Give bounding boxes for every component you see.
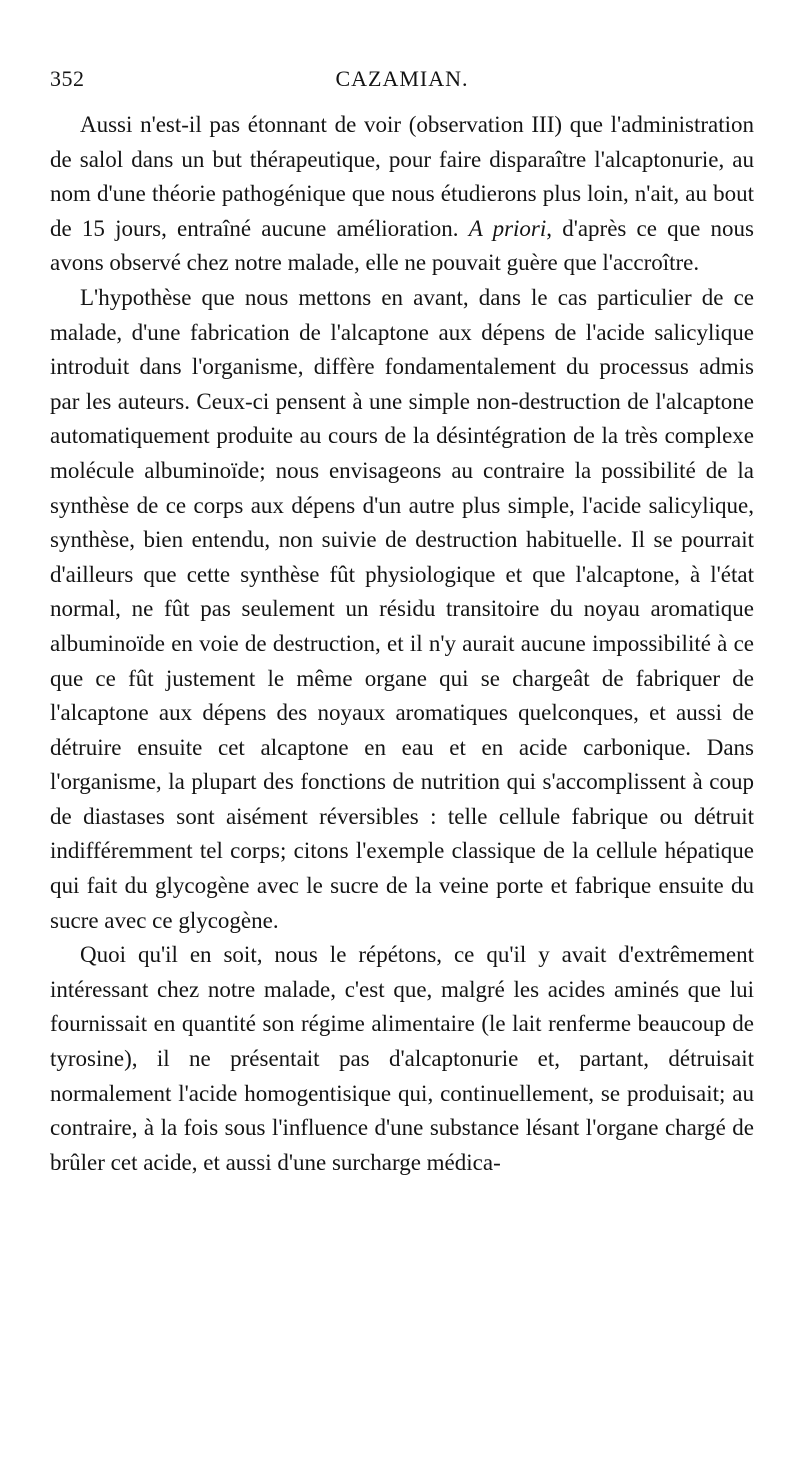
book-page [50,60,754,1180]
page-number: 352 [50,66,85,91]
paragraph-text: , d'après ce que nous avons observé chez notre malade, elle ne pouvait guère que l'accroître. [50,215,755,276]
running-head [50,60,754,96]
body-text [50,108,754,1180]
paragraph-text: Aussi n'est-il pas étonnant de voir (observation III) que l'administration de salol dans un but thérapeutique, pour faire disparaître l'alcaptonurie, au nom d'une théorie pathogénique que nous étudierons plus loin, n'ait, au bout de 15 jours, entraîné aucune amélioration. [50,112,754,241]
running-title: CAZAMIAN. [335,66,469,91]
italic-phrase: A priori [468,215,547,241]
paragraph-conclusion: Quoi qu'il en soit, nous le répétons, ce qu'il y avait d'extrêmement intéressant chez notre malade, c'est que, malgré les acides aminés que lui fournissait en quantité son régime alimentaire (le lait renferme beaucoup de tyrosine), il ne présentait pas d'alcaptonurie et, partant, détruisait normalement l'acide homogentisique qui, continuellement, se produisait; au contraire, à la fois sous l'influence d'une substance lésant l'organe chargé de brûler cet acide, et aussi d'une surcharge médica- [50,942,754,1175]
paragraph-hypothesis: L'hypothèse que nous mettons en avant, dans le cas particulier de ce malade, d'une fabrication de l'alcaptone aux dépens de l'acide salicylique introduit dans l'organisme, diffère fondamentalement du processus admis par les auteurs. Ceux-ci pensent à une simple non-destruction de l'alcaptone automatiquement produite au cours de la désintégration de la très complexe molécule albuminoïde; nous envisageons au contraire la possibilité de la synthèse de ce corps aux dépens d'un autre plus simple, l'acide salicylique, synthèse, bien entendu, non suivie de destruction habituelle. Il se pourrait d'ailleurs que cette synthèse fût physiologique et que l'alcaptone, à l'état normal, ne fût pas seulement un résidu transitoire du noyau aromatique albuminoïde en voie de destruction, et il n'y aurait aucune impossibilité à ce que ce fût justement le même organe qui se chargeât de fabriquer de l'alcaptone aux dépens des noyaux aromatiques quelconques, et aussi de détruire ensuite cet alcaptone en eau et en acide carbonique. Dans l'organisme, la plupart des fonctions de nutrition qui s'accomplissent à coup de diastases sont aisément réversibles : telle cellule fabrique ou détruit indifféremment tel corps; citons l'exemple classique de la cellule hépatique qui fait du glycogène avec le sucre de la veine porte et fabrique ensuite du sucre avec ce glycogène. [50,284,754,933]
paragraph-salol [50,108,754,281]
